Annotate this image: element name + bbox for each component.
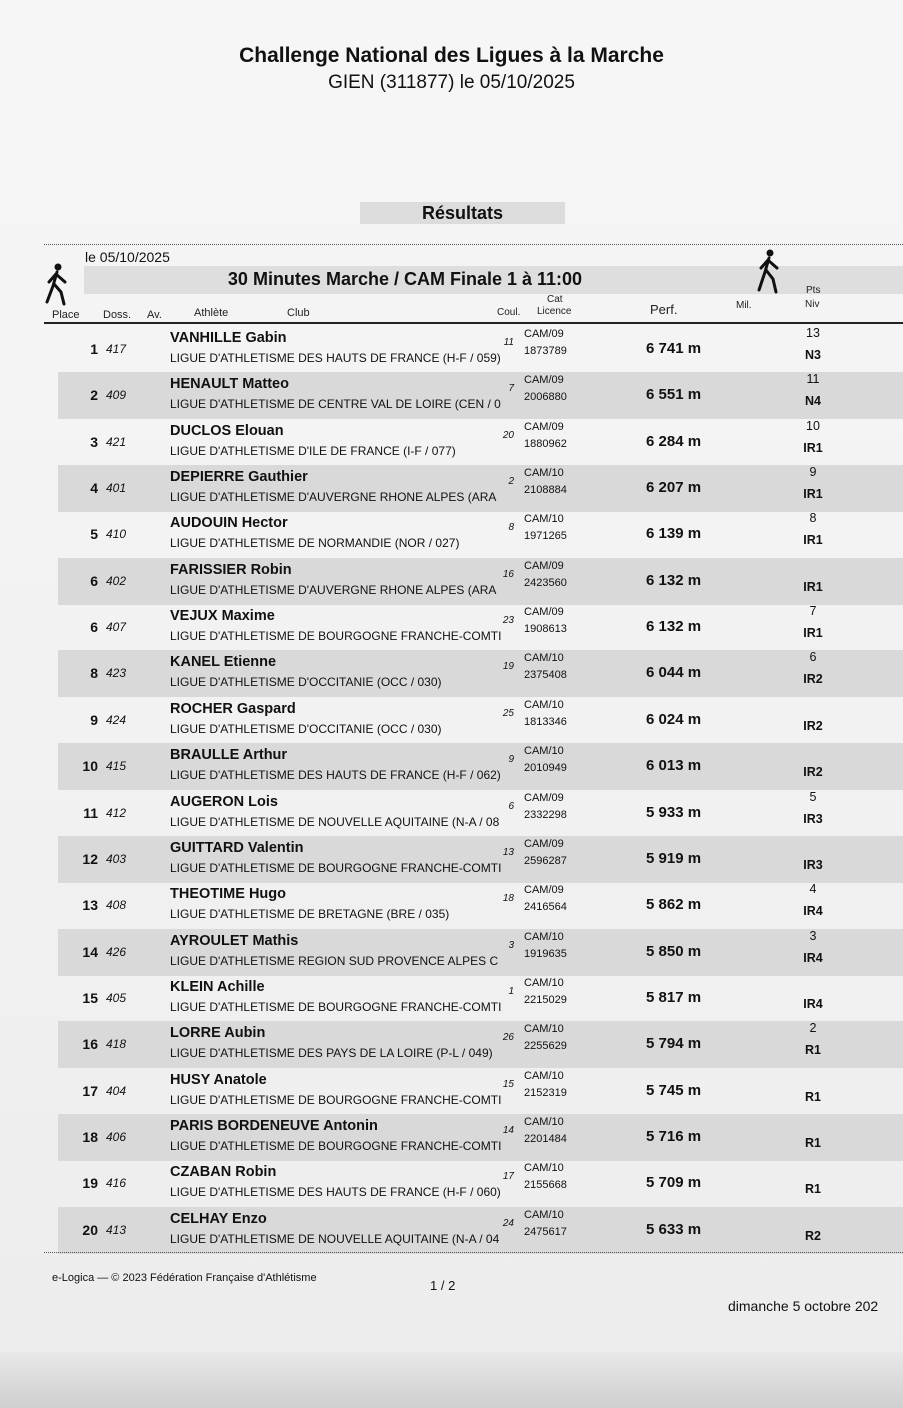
place-cell: 20: [82, 1221, 98, 1238]
col-perf: Perf.: [650, 302, 678, 317]
performance-cell: 5 850 m: [646, 942, 702, 960]
club-name: LIGUE D'ATHLETISME DE NOUVELLE AQUITAINE (N-A / 04: [170, 1231, 500, 1246]
licence-cell: 2255629: [524, 1040, 567, 1053]
col-niv: Niv: [805, 299, 820, 310]
bib-cell: 407: [106, 620, 127, 635]
club-name: LIGUE D'ATHLETISME DE BOURGOGNE FRANCHE-COMTI: [170, 999, 502, 1014]
header-divider: [44, 322, 903, 324]
club-name: LIGUE D'ATHLETISME DE BOURGOGNE FRANCHE-COMTI: [170, 629, 502, 644]
category-cell: CAM/09: [524, 420, 564, 433]
club-name: LIGUE D'ATHLETISME DE BOURGOGNE FRANCHE-COMTI: [170, 1138, 502, 1153]
lane-cell: 18: [502, 893, 514, 905]
club-name: LIGUE D'ATHLETISME DES HAUTS DE FRANCE (H-F / 060): [170, 1185, 501, 1200]
category-cell: CAM/10: [524, 1162, 564, 1175]
athlete-name: KANEL Etienne: [170, 654, 277, 671]
level-cell: R2: [805, 1228, 821, 1243]
category-cell: CAM/10: [524, 513, 564, 526]
athlete-name: AUGERON Lois: [170, 793, 278, 810]
bib-cell: 424: [106, 712, 127, 727]
place-cell: 4: [90, 480, 98, 497]
category-cell: CAM/10: [524, 652, 564, 665]
level-cell: IR3: [803, 811, 823, 826]
lane-cell: 2: [508, 476, 514, 488]
category-cell: CAM/09: [524, 884, 564, 897]
category-cell: CAM/09: [524, 791, 564, 804]
place-cell: 6: [90, 619, 98, 636]
performance-cell: 5 919 m: [646, 849, 702, 867]
lane-cell: 19: [502, 661, 514, 673]
athlete-name: ROCHER Gaspard: [170, 700, 296, 717]
lane-cell: 17: [502, 1171, 514, 1183]
place-cell: 18: [82, 1128, 98, 1145]
performance-cell: 5 745 m: [646, 1081, 702, 1099]
points-cell: 7: [809, 604, 817, 619]
table-row: [58, 1114, 903, 1161]
table-row: [58, 836, 903, 883]
lane-cell: 6: [508, 800, 514, 812]
points-cell: 5: [809, 789, 817, 804]
lane-cell: 11: [503, 337, 514, 348]
lane-cell: 23: [502, 615, 514, 627]
athlete-name: LORRE Aubin: [170, 1025, 266, 1042]
category-cell: CAM/10: [524, 930, 564, 943]
performance-cell: 5 633 m: [646, 1220, 702, 1238]
level-cell: IR3: [803, 857, 823, 872]
lane-cell: 13: [502, 846, 514, 858]
walker-icon: [40, 262, 70, 306]
athlete-name: KLEIN Achille: [170, 978, 265, 995]
col-cat: Cat: [547, 294, 563, 305]
athlete-name: PARIS BORDENEUVE Antonin: [170, 1117, 378, 1134]
athlete-name: THEOTIME Hugo: [170, 886, 286, 903]
place-cell: 14: [82, 943, 98, 960]
athlete-name: VANHILLE Gabin: [170, 330, 287, 346]
performance-cell: 5 716 m: [646, 1127, 702, 1145]
level-cell: R1: [805, 1089, 821, 1104]
licence-cell: 2375408: [524, 669, 567, 682]
lane-cell: 14: [502, 1124, 514, 1136]
club-name: LIGUE D'ATHLETISME D'OCCITANIE (OCC / 030): [170, 675, 442, 690]
points-cell: 9: [809, 465, 817, 480]
table-row: [58, 790, 903, 837]
lane-cell: 25: [502, 707, 514, 719]
performance-cell: 5 709 m: [646, 1174, 702, 1192]
licence-cell: 1919635: [524, 947, 567, 960]
category-cell: CAM/09: [524, 328, 564, 340]
lane-cell: 7: [508, 383, 514, 395]
table-row: [58, 1160, 903, 1207]
table-row: [58, 929, 903, 976]
club-name: LIGUE D'ATHLETISME DE BRETAGNE (BRE / 035): [170, 907, 450, 922]
points-cell: 2: [809, 1021, 817, 1036]
level-cell: IR1: [803, 440, 823, 455]
level-cell: IR2: [803, 765, 823, 780]
col-coul: Coul.: [497, 307, 521, 318]
table-row: [58, 1207, 903, 1254]
bib-cell: 413: [106, 1222, 127, 1237]
bib-cell: 408: [106, 898, 127, 913]
footer-page-number: 1 / 2: [430, 1278, 456, 1293]
col-av: Av.: [147, 309, 162, 321]
club-name: LIGUE D'ATHLETISME DE CENTRE VAL DE LOIRE (CEN / 0: [170, 397, 501, 412]
performance-cell: 5 794 m: [646, 1035, 702, 1053]
club-name: LIGUE D'ATHLETISME DE NORMANDIE (NOR / 027): [170, 536, 460, 551]
place-cell: 8: [90, 665, 98, 682]
bib-cell: 423: [106, 666, 127, 681]
top-divider: [44, 244, 903, 245]
bib-cell: 405: [106, 990, 127, 1005]
athlete-name: BRAULLE Arthur: [170, 747, 288, 764]
col-athlete: Athlète: [194, 307, 229, 319]
col-mil: Mil.: [736, 300, 752, 311]
table-row: [58, 511, 903, 558]
place-cell: 19: [82, 1175, 98, 1192]
licence-cell: 2010949: [524, 762, 567, 775]
place-cell: 16: [82, 1036, 98, 1053]
meeting-subtitle: GIEN (311877) le 05/10/2025: [328, 72, 575, 93]
bib-cell: 421: [106, 434, 127, 449]
place-cell: 13: [82, 897, 98, 914]
licence-cell: 2152319: [524, 1086, 567, 1099]
category-cell: CAM/10: [524, 745, 564, 758]
place-cell: 10: [82, 758, 98, 775]
level-cell: IR4: [803, 996, 823, 1011]
licence-cell: 1813346: [524, 715, 567, 728]
bib-cell: 418: [106, 1037, 127, 1052]
performance-cell: 6 044 m: [646, 664, 702, 682]
category-cell: CAM/09: [524, 374, 564, 387]
athlete-name: HENAULT Matteo: [170, 376, 289, 393]
footer-date: dimanche 5 octobre 202: [728, 1298, 879, 1314]
athlete-name: DUCLOS Elouan: [170, 422, 284, 439]
performance-cell: 6 741 m: [646, 340, 702, 357]
points-cell: 6: [809, 650, 817, 665]
table-row: [58, 604, 903, 651]
performance-cell: 6 207 m: [646, 479, 702, 497]
level-cell: IR1: [803, 579, 823, 594]
table-row: [58, 326, 903, 373]
table-row: [58, 1068, 903, 1115]
level-cell: R1: [805, 1135, 821, 1150]
bib-cell: 406: [106, 1129, 127, 1144]
club-name: LIGUE D'ATHLETISME DES HAUTS DE FRANCE (H-F / 062): [170, 768, 501, 783]
bib-cell: 401: [106, 481, 127, 496]
points-cell: 3: [809, 928, 817, 943]
level-cell: R1: [805, 1043, 821, 1058]
lane-cell: 20: [502, 429, 514, 441]
lane-cell: 16: [502, 568, 514, 580]
club-name: LIGUE D'ATHLETISME DES HAUTS DE FRANCE (H-F / 059): [170, 351, 501, 365]
place-cell: 12: [82, 850, 98, 867]
lane-cell: 26: [502, 1032, 514, 1044]
col-club: Club: [287, 307, 310, 319]
category-cell: CAM/10: [524, 1023, 564, 1036]
club-name: LIGUE D'ATHLETISME D'OCCITANIE (OCC / 030): [170, 721, 442, 736]
level-cell: IR1: [803, 533, 823, 548]
bib-cell: 404: [106, 1083, 127, 1098]
licence-cell: 1971265: [524, 530, 567, 543]
bib-cell: 426: [106, 944, 127, 959]
lane-cell: 1: [508, 985, 514, 997]
section-title: Résultats: [360, 202, 565, 224]
performance-cell: 6 132 m: [646, 571, 702, 589]
licence-cell: 2108884: [524, 484, 567, 497]
place-cell: 11: [83, 804, 98, 821]
points-cell: 8: [809, 511, 817, 526]
col-licence: Licence: [537, 306, 572, 317]
licence-cell: 2332298: [524, 808, 567, 821]
meeting-title: Challenge National des Ligues à la Marche: [239, 44, 664, 67]
table-row: [58, 743, 903, 790]
performance-cell: 6 139 m: [646, 525, 702, 543]
licence-cell: 2475617: [524, 1225, 567, 1238]
level-cell: N3: [805, 348, 821, 362]
category-cell: CAM/10: [524, 1208, 564, 1221]
performance-cell: 5 862 m: [646, 896, 702, 914]
place-cell: 17: [82, 1082, 98, 1099]
performance-cell: 6 013 m: [646, 757, 702, 775]
place-cell: 3: [90, 433, 98, 450]
level-cell: IR2: [803, 718, 823, 733]
club-name: LIGUE D'ATHLETISME DE NOUVELLE AQUITAINE (N-A / 08: [170, 814, 500, 829]
place-cell: 1: [90, 341, 98, 357]
level-cell: IR4: [803, 904, 823, 919]
bib-cell: 416: [106, 1176, 127, 1191]
licence-cell: 2416564: [524, 901, 567, 914]
points-cell: 10: [806, 418, 820, 433]
licence-cell: 2596287: [524, 854, 567, 867]
licence-cell: 2423560: [524, 576, 567, 589]
points-cell: 4: [809, 882, 817, 897]
level-cell: IR4: [803, 950, 823, 965]
lane-cell: 15: [502, 1078, 514, 1090]
points-cell: 11: [806, 372, 820, 387]
bib-cell: 402: [106, 573, 127, 588]
lane-cell: 3: [508, 939, 514, 951]
table-row: [58, 697, 903, 744]
table-row: [58, 650, 903, 697]
col-pts: Pts: [806, 285, 821, 296]
col-doss: Doss.: [103, 309, 132, 321]
event-date: le 05/10/2025: [85, 249, 170, 265]
club-name: LIGUE D'ATHLETISME D'AUVERGNE RHONE ALPES (ARA: [170, 582, 497, 597]
category-cell: CAM/10: [524, 467, 564, 480]
bib-cell: 415: [106, 759, 127, 774]
category-cell: CAM/10: [524, 976, 564, 989]
athlete-name: VEJUX Maxime: [170, 608, 275, 625]
table-row: [58, 419, 903, 466]
performance-cell: 6 024 m: [646, 710, 702, 728]
lane-cell: 9: [508, 754, 514, 766]
licence-cell: 2155668: [524, 1179, 567, 1192]
club-name: LIGUE D'ATHLETISME DE BOURGOGNE FRANCHE-COMTI: [170, 860, 502, 875]
performance-cell: 6 284 m: [646, 432, 702, 450]
athlete-name: AUDOUIN Hector: [170, 515, 288, 532]
place-cell: 5: [90, 526, 98, 543]
col-place: Place: [52, 309, 80, 321]
table-row: [58, 558, 903, 605]
club-name: LIGUE D'ATHLETISME REGION SUD PROVENCE ALPES C: [170, 953, 499, 968]
club-name: LIGUE D'ATHLETISME DES PAYS DE LA LOIRE (P-L / 049): [170, 1046, 493, 1061]
club-name: LIGUE D'ATHLETISME D'ILE DE FRANCE (I-F / 077): [170, 443, 456, 458]
licence-cell: 2006880: [524, 391, 567, 404]
table-row: [58, 372, 903, 419]
athlete-name: FARISSIER Robin: [170, 561, 292, 578]
performance-cell: 6 551 m: [646, 386, 702, 404]
athlete-name: HUSY Anatole: [170, 1071, 267, 1088]
athlete-name: DEPIERRE Gauthier: [170, 469, 308, 486]
place-cell: 6: [90, 572, 98, 589]
category-cell: CAM/10: [524, 1115, 564, 1128]
lane-cell: 8: [508, 522, 514, 534]
level-cell: IR1: [803, 487, 823, 502]
athlete-name: GUITTARD Valentin: [170, 839, 304, 856]
level-cell: IR1: [803, 626, 823, 641]
place-cell: 2: [90, 387, 98, 404]
performance-cell: 5 817 m: [646, 988, 702, 1006]
licence-cell: 1908613: [524, 623, 567, 636]
category-cell: CAM/09: [524, 606, 564, 619]
club-name: LIGUE D'ATHLETISME DE BOURGOGNE FRANCHE-COMTI: [170, 1092, 502, 1107]
athlete-name: AYROULET Mathis: [170, 932, 299, 949]
level-cell: R1: [805, 1182, 821, 1197]
bib-cell: 409: [106, 388, 127, 403]
category-cell: CAM/10: [524, 1069, 564, 1082]
category-cell: CAM/10: [524, 698, 564, 711]
licence-cell: 2215029: [524, 993, 567, 1006]
page-edge: [0, 1352, 903, 1408]
level-cell: N4: [805, 394, 821, 409]
bib-cell: 417: [106, 342, 127, 356]
licence-cell: 1873789: [524, 345, 567, 357]
event-title: 30 Minutes Marche / CAM Finale 1 à 11:00: [227, 269, 583, 289]
bib-cell: 412: [106, 805, 127, 820]
bottom-divider: [44, 1252, 903, 1253]
bib-cell: 403: [106, 851, 127, 866]
place-cell: 15: [82, 989, 98, 1006]
category-cell: CAM/09: [524, 837, 564, 850]
athlete-name: CZABAN Robin: [170, 1164, 277, 1181]
licence-cell: 1880962: [524, 437, 567, 450]
level-cell: IR2: [803, 672, 823, 687]
performance-cell: 5 933 m: [646, 803, 702, 821]
performance-cell: 6 132 m: [646, 618, 702, 636]
place-cell: 9: [90, 711, 98, 728]
points-cell: 13: [806, 326, 820, 340]
table-row: [58, 465, 903, 512]
table-row: [58, 882, 903, 929]
walker-icon: [752, 248, 782, 294]
bib-cell: 410: [106, 527, 127, 542]
category-cell: CAM/09: [524, 559, 564, 572]
licence-cell: 2201484: [524, 1132, 567, 1145]
table-row: [58, 1021, 903, 1068]
lane-cell: 24: [502, 1217, 514, 1229]
club-name: LIGUE D'ATHLETISME D'AUVERGNE RHONE ALPES (ARA: [170, 490, 497, 505]
footer-copyright: e-Logica — © 2023 Fédération Française d'Athlétisme: [52, 1272, 317, 1284]
table-row: [58, 975, 903, 1022]
athlete-name: CELHAY Enzo: [170, 1210, 267, 1227]
